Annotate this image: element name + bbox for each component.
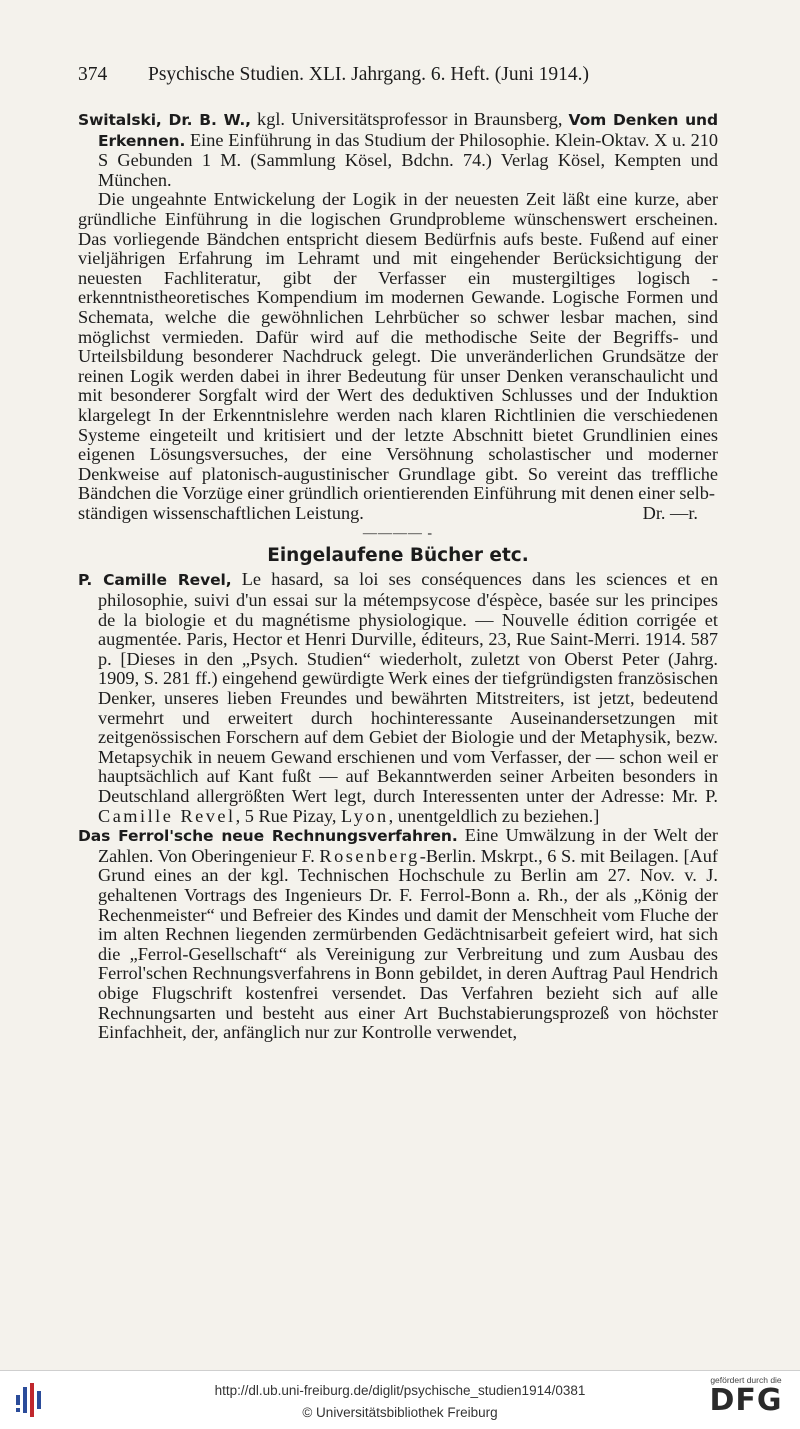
running-title: Psychische Studien. XLI. Jahrgang. 6. Heft. (Juni 1914.) [148,64,590,85]
entry-text: Le hasard, sa loi ses conséquences dans les sciences et en philosophie, suivi d'un essai sur la métempsycose d'éspèce, basée sur les principes de la biologie et du magnétisme physiologique. — Nouvelle édition corrigée et augmentée. Paris, Hector et Henri Durville, éditeurs, 23, Rue Saint-Merri. 1914. 587 p. [Dieses in den „Psych. Studien“ wiederholt, zuletzt von Oberst Peter (Jahrg. 1909, S. 281 ff.) eingehend gewürdigte Werk eines der tiefgründigsten französischen Denker, unseres lieben Freundes und bewährten Mitstreiters, ist jetzt, bedeutend vermehrt und erweitert durch hochinteressante Auseinandersetzungen mit zeitgenössischen Forschern auf dem Gebiet der Biologie und der Metaphysik, bezw. Metapsychik in neuem Gewand erschienen und vom Verfasser, der — schon weil er hauptsächlich auf Kant fußt — auf Bekanntwerden seiner Arbeiten besonders in Deutschland allergrößten Wert legt, durch Interessenten unter der Adresse: Mr. P. [98,569,718,806]
review-bibliographic-details: Eine Einführung in das Studium der Philosophie. Klein-Oktav. X u. 210 S Gebunden 1 M. (Sammlung Kösel, Bdchn. 74.) Verlag Kösel, Kempten und München. [98,129,718,190]
review-closing-line [78,504,718,524]
review-citation [78,110,718,190]
page-permalink[interactable]: http://dl.ub.uni-freiburg.de/diglit/psychische_studien1914/0381 [214,1383,586,1398]
entry-spaced-name: Rosenberg [319,845,420,866]
entry-text: Eine Umwälzung in der Welt der Zahlen. Von Oberingenieur F. [98,825,718,866]
section-separator: ———— - [362,526,434,542]
entry-spaced-name: Camille Revel [98,805,236,826]
review-affiliation: kgl. Universitätsprofessor in Braunsberg, [250,109,569,129]
entry-text-continued: -Berlin. Mskrpt., 6 S. mit Beilagen. [Auf Grund eines an der kgl. Technischen Hochschule zu Berlin am 27. Nov. v. J. gehaltenen Vortrags des Ingenieurs Dr. F. Ferrol-Bonn a. Rh., der als „König der Rechenmeister“ und Befreier des Kindes und damit der Menschheit vom Fluche der im alten Rechnen liegenden zermürbenden Gedächtnisarbeit gefeiert wird, hat sich die „Ferrol-Gesellschaft“ als Vereinigung zur Verbreitung und zum Ausbau des Ferrol'schen Rechnungsverfahrens in Bonn gebildet, in deren Auftrag Paul Hendrich obige Flugschrift kostenfrei versendet. Das Verfahren bezieht sich auf alle Rechnungsarten und besteht aus einer Art Buchstabierungsprozeß von höchster Einfachheit, der, anfänglich nur zur Kontrolle verwendet, [98,845,718,1043]
dfg-funding-badge [704,1375,788,1417]
entry-author: P. Camille Revel, [78,571,232,590]
entry-spaced-city: Lyon [341,805,389,826]
review-book-title: Vom Denken und Erkennen. [98,111,718,150]
page-content [78,110,718,1043]
copyright-notice: © Universitätsbibliothek Freiburg [302,1405,498,1420]
review-author: Switalski, Dr. B. W., [78,111,251,129]
dfg-logo: DFG [709,1383,783,1418]
running-header [78,64,718,86]
book-entry-revel [78,570,718,826]
book-entry-ferrol [78,826,718,1043]
entry-text-end: , unentgeldlich zu beziehen.] [388,805,600,826]
entry-address: , 5 Rue Pizay, [235,805,342,826]
dfg-caption: gefördert durch die [710,1375,782,1385]
entry-title: Das Ferrol'sche neue Rechnungsverfahren. [78,827,458,846]
review-signature: Dr. —r. [642,502,698,523]
review-body: Die ungeahnte Entwickelung der Logik in der neuesten Zeit läßt eine kurze, aber gründliche Einführung in die logischen Grundprobleme wünschenswert erscheinen. Das vorliegende Bändchen entspricht diesem Bedürfnis aufs beste. Fußend auf einer vieljährigen Erfahrung im Lehramt und mit eingehender Berücksichtigung der neuesten Fachliteratur, gibt der Verfasser ein mustergiltiges logisch - erkenntnistheoretisches Kompendium im modernen Gewande. Logische Formen und Schemata, welche die gewöhnlichen Lehrbücher so schwer lesbar machen, sind möglichst vermieden. Dafür wird auf die methodische Seite der Begriffs- und Urteilsbildung besonderer Nachdruck gelegt. Die unveränderlichen Grundsätze der reinen Logik werden dabei in ihrer Bedeutung für unser Denken veranschaulicht und mit besonderer Sorgfalt wird der Wert des deduktiven Schlusses und der Induktion klargelegt In der Erkenntnislehre werden nach klaren Richtlinien die verschiedenen Systeme eingeteilt und kritisiert und der letzte Abschnitt bietet Grundlinien eines eigenen Lösungsversuches, der eine Versöhnung scholastischer und moderner Denkweise auf platonisch-augustinischer Grundlage gibt. So vereint das treffliche Bändchen die Vorzüge einer gründlich orientierenden Einführung mit denen einer selb- [78,189,718,504]
page-number: 374 [78,64,108,85]
viewer-footer [0,1370,800,1429]
review-last-line: ständigen wissenschaftlichen Leistung. [78,502,364,523]
section-title: Eingelaufene Bücher etc. [267,545,529,567]
